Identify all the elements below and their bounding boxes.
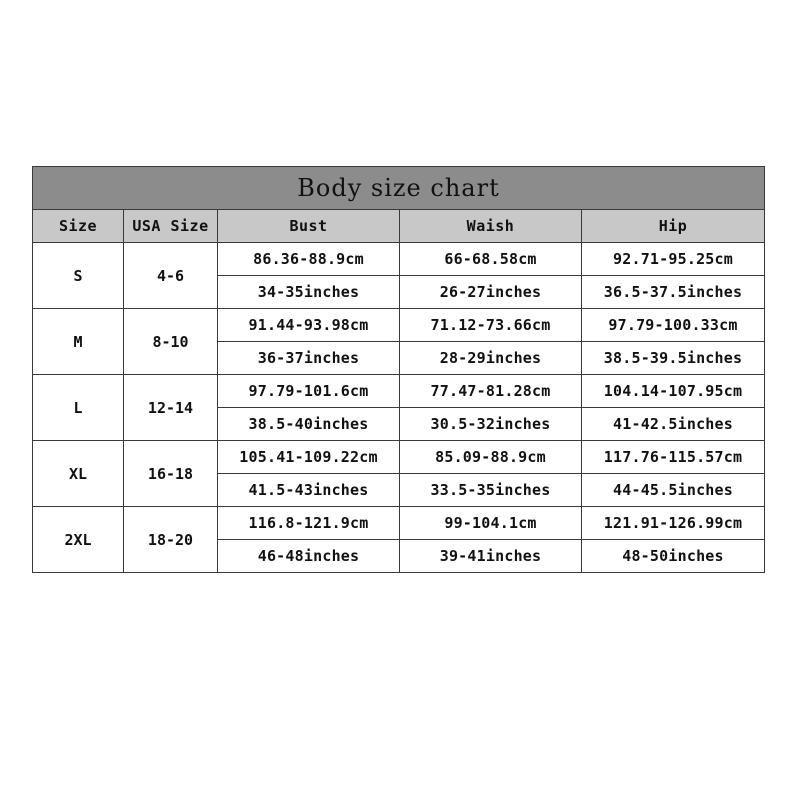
waist-cm-cell: 71.12-73.66cm (400, 309, 582, 342)
column-header-usa-size: USA Size (124, 210, 218, 243)
hip-inches-cell: 38.5-39.5inches (582, 342, 765, 375)
hip-inches-cell: 44-45.5inches (582, 474, 765, 507)
usa-size-cell: 4-6 (124, 243, 218, 309)
usa-size-cell: 16-18 (124, 441, 218, 507)
hip-inches-cell: 48-50inches (582, 540, 765, 573)
column-header-size: Size (33, 210, 124, 243)
hip-cm-cell: 117.76-115.57cm (582, 441, 765, 474)
bust-cm-cell: 91.44-93.98cm (218, 309, 400, 342)
waist-cm-cell: 99-104.1cm (400, 507, 582, 540)
size-table (32, 166, 765, 573)
bust-inches-cell: 34-35inches (218, 276, 400, 309)
hip-inches-cell: 41-42.5inches (582, 408, 765, 441)
table-row-cm (33, 309, 765, 342)
size-cell: 2XL (33, 507, 124, 573)
hip-inches-cell: 36.5-37.5inches (582, 276, 765, 309)
hip-cm-cell: 92.71-95.25cm (582, 243, 765, 276)
waist-inches-cell: 33.5-35inches (400, 474, 582, 507)
table-title: Body size chart (33, 167, 765, 210)
waist-inches-cell: 30.5-32inches (400, 408, 582, 441)
size-cell: S (33, 243, 124, 309)
waist-cm-cell: 77.47-81.28cm (400, 375, 582, 408)
bust-cm-cell: 86.36-88.9cm (218, 243, 400, 276)
waist-inches-cell: 39-41inches (400, 540, 582, 573)
usa-size-cell: 12-14 (124, 375, 218, 441)
bust-cm-cell: 105.41-109.22cm (218, 441, 400, 474)
table-body (33, 243, 765, 573)
size-cell: M (33, 309, 124, 375)
title-row (33, 167, 765, 210)
hip-cm-cell: 104.14-107.95cm (582, 375, 765, 408)
bust-inches-cell: 46-48inches (218, 540, 400, 573)
column-header-bust: Bust (218, 210, 400, 243)
size-cell: XL (33, 441, 124, 507)
waist-inches-cell: 28-29inches (400, 342, 582, 375)
bust-cm-cell: 97.79-101.6cm (218, 375, 400, 408)
bust-inches-cell: 41.5-43inches (218, 474, 400, 507)
bust-inches-cell: 36-37inches (218, 342, 400, 375)
table-row-cm (33, 375, 765, 408)
bust-inches-cell: 38.5-40inches (218, 408, 400, 441)
hip-cm-cell: 121.91-126.99cm (582, 507, 765, 540)
size-cell: L (33, 375, 124, 441)
bust-cm-cell: 116.8-121.9cm (218, 507, 400, 540)
column-header-hip: Hip (582, 210, 765, 243)
table-row-cm (33, 243, 765, 276)
size-chart (32, 166, 764, 573)
waist-cm-cell: 85.09-88.9cm (400, 441, 582, 474)
waist-cm-cell: 66-68.58cm (400, 243, 582, 276)
hip-cm-cell: 97.79-100.33cm (582, 309, 765, 342)
table-row-cm (33, 441, 765, 474)
column-header-row (33, 210, 765, 243)
waist-inches-cell: 26-27inches (400, 276, 582, 309)
usa-size-cell: 8-10 (124, 309, 218, 375)
column-header-waist: Waish (400, 210, 582, 243)
usa-size-cell: 18-20 (124, 507, 218, 573)
table-row-cm (33, 507, 765, 540)
